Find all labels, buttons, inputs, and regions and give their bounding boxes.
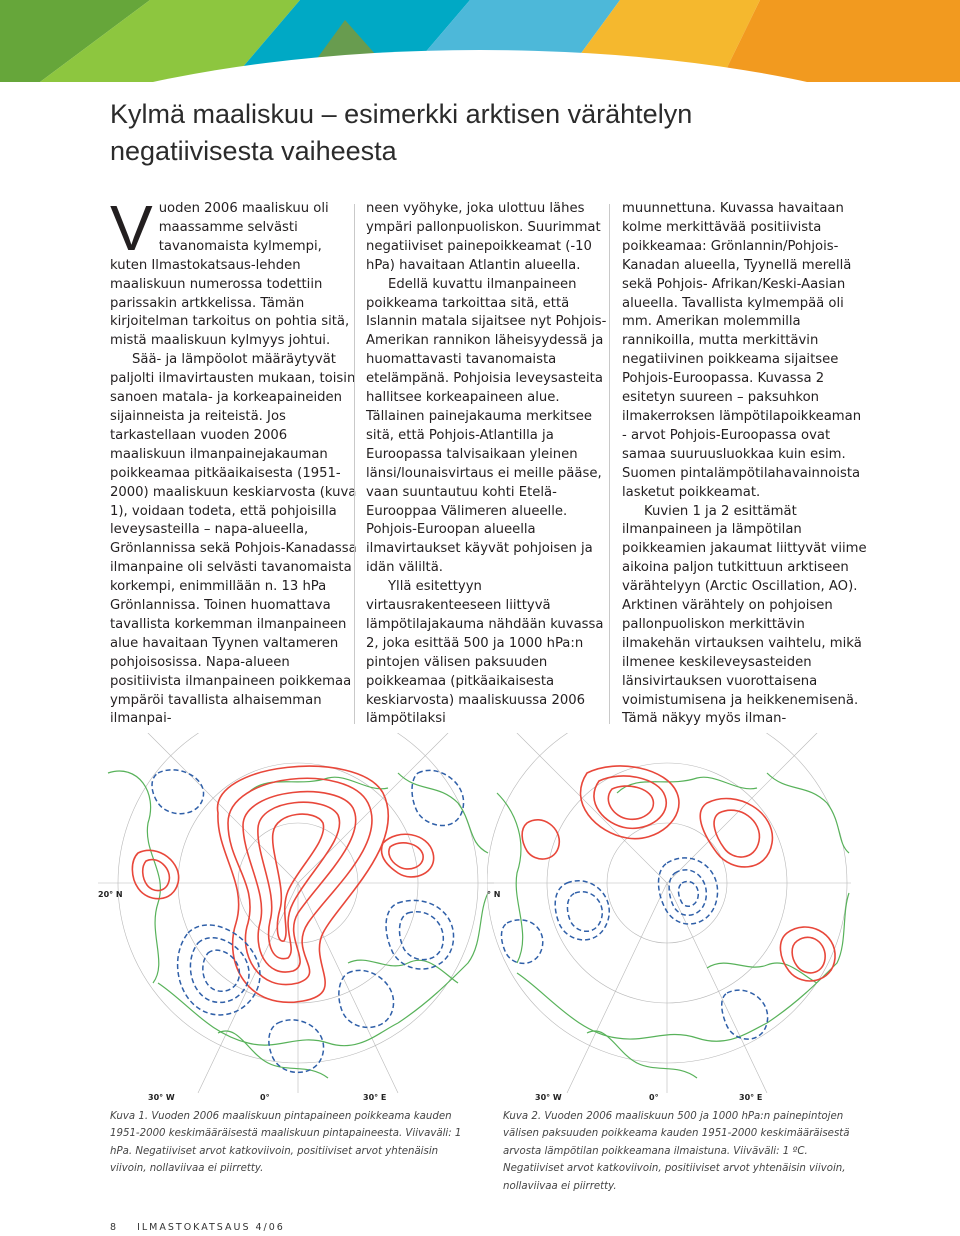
- map-grid: [487, 733, 851, 1093]
- figure-2-temperature-anomaly-map: [487, 733, 851, 1103]
- longitude-label: 30° W: [535, 1093, 562, 1102]
- article-title-line-2: negatiivisesta vaiheesta: [110, 136, 397, 166]
- paragraph: Yllä esitettyyn virtausrakenteeseen liittyvä lämpötilajakauma nähdään kuvassa 2, joka esittää 500 ja 1000 hPa:n pintojen välisen paksuuden poikkeamaa (pitkäaikaisesta keskiarvosta) maaliskuussa 2006 lämpötilaksi: [366, 579, 604, 727]
- figure-1-pressure-anomaly-map: [98, 733, 494, 1103]
- map-grid: [98, 733, 494, 1093]
- page-footer: [110, 1222, 285, 1233]
- longitude-label: 30° W: [148, 1093, 175, 1102]
- paragraph: muunnettuna. Kuvassa havaitaan kolme merkittävää positiivista poikkeamaa: Grönlannin/Pohjois-Kanadan alueella, Tyynellä merellä sekä Pohjois- Afrikan/Keski-Aasian alueella. Tavallista kylmempää oli mm. Amerikan molemmilla rannikoilla, mutta merkittävin negatiivinen poikkeama sijaitsee Pohjois-Euroopassa. Kuvassa 2 esitetyn suureen – paksuhkon ilmakerroksen lämpötilapoikkeaman - arvot Pohjois-Euroopassa ovat samaa suuruusluokkaa kuin esim. Suomen pintalämpötilahavainnoista lasketut poikkeamat.: [622, 201, 862, 500]
- positive-temperature-contours: [522, 766, 835, 981]
- longitude-label: 0°: [260, 1093, 270, 1102]
- text-column-3: [622, 200, 870, 729]
- paragraph-text: uoden 2006 maaliskuu oli maassamme selvästi tavanomaista kylmempi, kuten Ilmastokatsaus-lehden maaliskuun numerossa todettiin parissakin artkkelissa. Tämän kirjoitelman tarkoitus on pohtia sitä, mistä maaliskuun kylmyys johtui.: [110, 201, 350, 349]
- longitude-label: 30° E: [363, 1093, 387, 1102]
- page-number: 8: [110, 1222, 119, 1233]
- paragraph: neen vyöhyke, joka ulottuu lähes ympäri pallonpuoliskon. Suurimmat negatiiviset painepoikkeamat (-10 hPa) havaitaan Atlantin alueella.: [366, 201, 601, 273]
- paragraph: Sää- ja lämpöolot määräytyvät paljolti ilmavirtausten mukaan, toisin sanoen matala- ja korkeapaineiden sijainneista ja reiteistä. Jos tarkastellaan vuoden 2006 maaliskuun ilmanpainejakauman poikkeamaa pitkäaikaisesta (1951-2000) maaliskuun keskiarvosta (kuva 1), voidaan todeta, että pohjoisilla leveysasteilla – napa-alueella, Grönlannissa sekä Pohjois-Kanadassa ilmanpaine oli selvästi tavanomaista korkempi, enimmillään n. 13 hPa Grönlannissa. Toinen huomattava tavallista korkemman ilmanpaineen alue havaitaan Tyynen valtameren pohjoisosissa. Napa-alueen positiivista ilmanpaineen poikkemaa ympäröi tavallista alhaisemman ilmanpai-: [110, 352, 357, 727]
- header-banner: [0, 0, 960, 82]
- figure-1-caption: Kuva 1. Vuoden 2006 maaliskuun pintapaineen poikkeama kauden 1951-2000 keskimääräisestä maaliskuun pintapaineesta. Viivaväli: 1 hPa. Negatiiviset arvot katkoviivoin, positiiviset arvot yhtenäisin viivoin, nollaviivaa ei piirretty.: [110, 1111, 462, 1175]
- text-column-2: [366, 200, 614, 729]
- latitude-label: ° N: [487, 890, 501, 899]
- longitude-label: 30° E: [739, 1093, 763, 1102]
- figure-2-caption: Kuva 2. Vuoden 2006 maaliskuun 500 ja 1000 hPa:n painepintojen välisen paksuuden poikkeama kauden 1951-2000 keskimääräisestä arvosta lämpötilan poikkeamana ilmaistuna. Viiväväli: 1 ºC. Negatiiviset arvot katkoviivoin, positiiviset arvot yhtenäisin viivoin, nollaviivaa ei piirretty.: [503, 1111, 850, 1192]
- column-divider: [354, 204, 355, 724]
- longitude-label: 0°: [649, 1093, 659, 1102]
- article-title-line-1: Kylmä maaliskuu – esimerkki arktisen värähtelyn: [110, 99, 693, 129]
- latitude-label: 20° N: [98, 890, 123, 899]
- paragraph: Edellä kuvattu ilmanpaineen poikkeama tarkoittaa sitä, että Islannin matala sijaitsee nyt Pohjois-Amerikan rannikon läheisyydessä ja huomattavasti tavanomaista etelämpänä. Pohjoisia leveysasteita hallitsee korkeapaineen alue. Tällainen painejakauma merkitsee sitä, että Pohjois-Atlantilla ja Euroopassa talvisaikaan yleinen länsi/lounaisvirtaus ei meille pääse, vaan suuntautuu kohti Etelä-Eurooppaa Välimeren alueelle. Pohjois-Euroopan alueella ilmavirtaukset käyvät pohjoisen ja idän väliltä.: [366, 276, 607, 576]
- coastlines: [497, 773, 849, 1078]
- banner-shape-orange: [720, 0, 960, 82]
- publication-name: ILMASTOKATSAUS 4/06: [137, 1222, 285, 1233]
- text-column-1: [110, 192, 358, 729]
- paragraph: Kuvien 1 ja 2 esittämät ilmanpaineen ja lämpötilan poikkeamien jakaumat liittyvät viime aikoina paljon tutkittuun arktiseen värähtelyyn (Arctic Oscillation, AO). Arktinen värähtely on pohjoisen pallonpuoliskon merkittävin ilmakehän virtauksen vaihtelu, mikä ilmenee keskileveysasteiden länsivirtauksen vuorottaisena voimistumisena ja heikkenemisenä. Tämä näkyy myös ilman-: [622, 503, 867, 727]
- column-divider: [609, 204, 610, 724]
- drop-cap: V: [110, 192, 153, 264]
- paragraph: [110, 192, 358, 351]
- article-title: [110, 96, 870, 170]
